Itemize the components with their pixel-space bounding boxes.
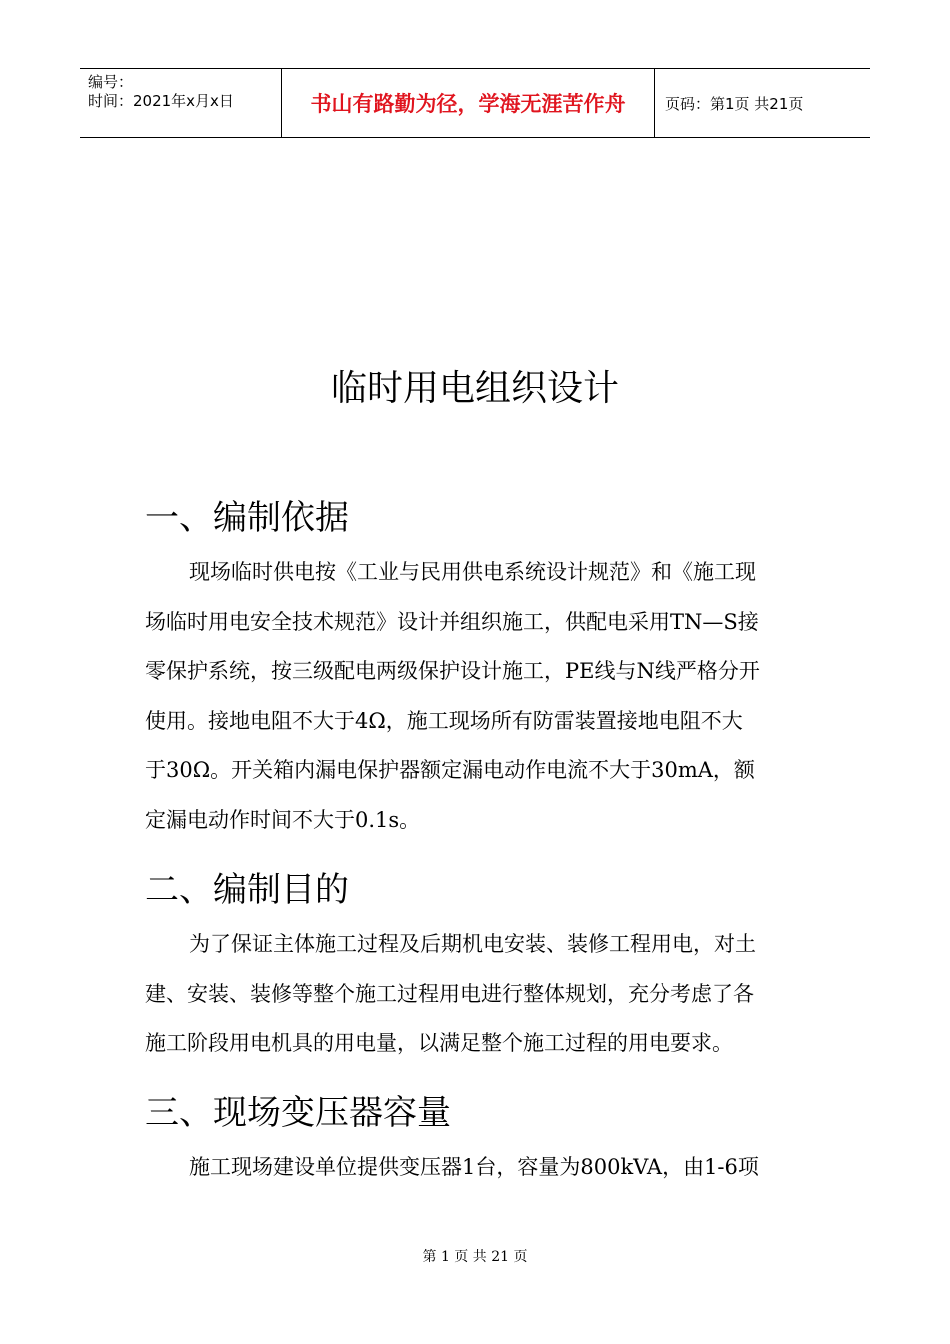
paragraph-line: 施工阶段用电机具的用电量，以满足整个施工过程的用电要求。 (145, 1031, 733, 1055)
paragraph-line: 于30Ω。开关箱内漏电保护器额定漏电动作电流不大于30mA，额 (145, 758, 755, 782)
section-3-paragraph (145, 1143, 815, 1193)
section-heading-3: 三、现场变压器容量 (145, 1093, 451, 1133)
section-heading-2: 二、编制目的 (145, 870, 349, 910)
header-page-info: 页码：第1页 共21页 (665, 94, 804, 113)
section-1-paragraph (145, 548, 815, 845)
page-footer: 第 1 页 共 21 页 (422, 1249, 528, 1265)
paragraph-line: 现场临时供电按《工业与民用供电系统设计规范》和《施工现 (189, 560, 756, 584)
paragraph-line: 零保护系统，按三级配电两级保护设计施工，PE线与N线严格分开 (145, 659, 760, 683)
section-2-paragraph (145, 920, 815, 1069)
paragraph-line: 建、安装、装修等整个施工过程用电进行整体规划，充分考虑了各 (145, 981, 754, 1006)
document-header (80, 68, 870, 138)
header-info-cell (80, 69, 282, 137)
paragraph-line: 施工现场建设单位提供变压器1台，容量为800kVA，由1-6项 (189, 1155, 759, 1179)
section-heading-1: 一、编制依据 (145, 498, 349, 538)
date-line: 时间：2021年x月x日 (88, 92, 234, 110)
paragraph-line: 为了保证主体施工过程及后期机电安装、装修工程用电，对土 (189, 932, 756, 956)
paragraph-line: 场临时用电安全技术规范》设计并组织施工，供配电采用TN—S接 (145, 609, 759, 634)
document-title: 临时用电组织设计 (330, 368, 619, 409)
paragraph-line: 定漏电动作时间不大于0.1s。 (145, 807, 421, 832)
paragraph-line: 使用。接地电阻不大于4Ω，施工现场所有防雷装置接地电阻不大 (145, 708, 743, 733)
serial-number-label: 编号： (88, 73, 134, 91)
header-motto: 书山有路勤为径，学海无涯苦作舟 (282, 69, 655, 137)
